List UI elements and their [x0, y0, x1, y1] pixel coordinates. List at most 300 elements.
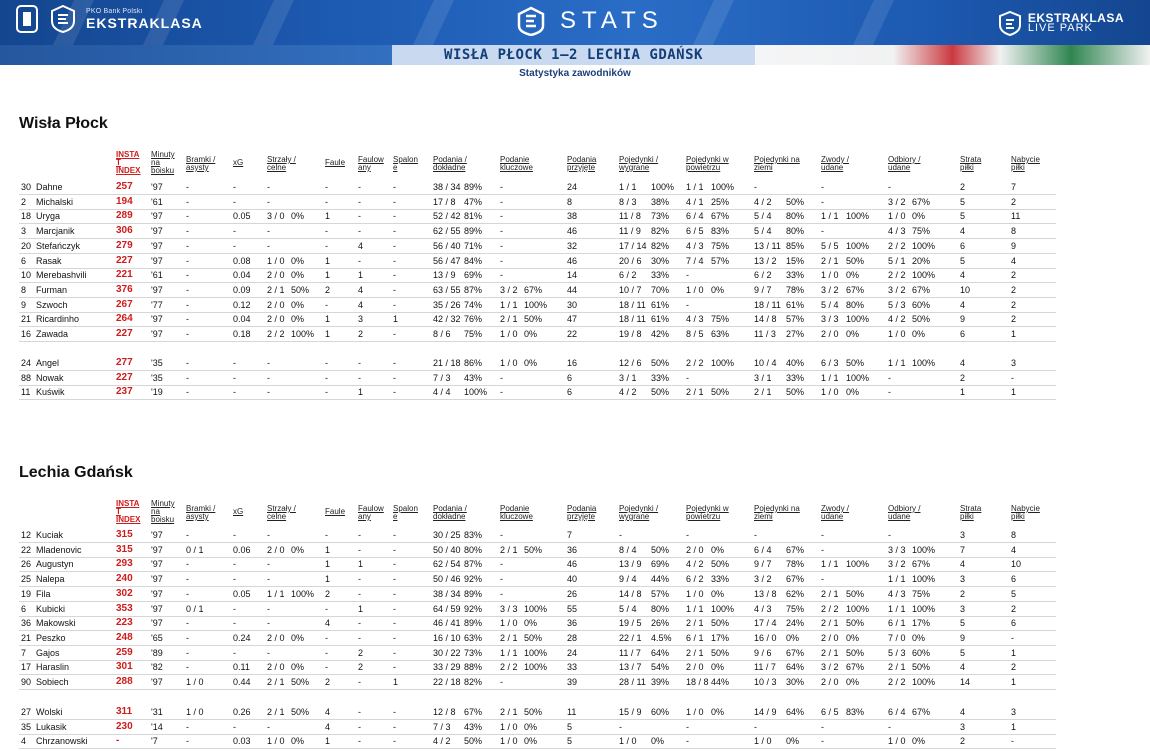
cell-tackles-pct: 100% — [912, 545, 936, 555]
cell-aerial-duels-pct: 100% — [711, 358, 735, 368]
table-row[interactable] — [19, 557, 1056, 572]
table-row[interactable] — [19, 356, 1056, 371]
cell-duels: 20 / 6 — [619, 256, 642, 266]
hdr-dribbles: Zwody / udane — [821, 155, 850, 172]
cell-shots: 1 / 0 — [267, 736, 285, 746]
cell-key-passes: - — [500, 197, 503, 207]
cell-key-passes: 1 / 0 — [500, 736, 518, 746]
cell-tackles: 2 / 2 — [888, 270, 906, 280]
cell-ground-duels: - — [754, 530, 757, 540]
match-title: WISŁA PŁOCK 1–2 LECHIA GDAŃSK — [392, 45, 755, 65]
cell-passes-pct: 43% — [464, 722, 483, 732]
cell-ball-loss: 4 — [960, 707, 966, 717]
league-name: EKSTRAKLASA — [86, 14, 203, 31]
cell-dribbles-pct: 0% — [846, 270, 860, 280]
cell-dribbles: 1 / 0 — [821, 387, 839, 397]
cell-aerial-duels-pct: 50% — [711, 648, 730, 658]
table-row[interactable] — [19, 195, 1056, 210]
cell-ground-duels-pct: 50% — [786, 197, 805, 207]
cell-minutes: '97 — [151, 545, 163, 555]
cell-ground-duels-pct: 0% — [786, 736, 800, 746]
cell-passes-received: 14 — [567, 270, 578, 280]
cell-fouled: - — [358, 358, 361, 368]
cell-dribbles: 2 / 0 — [821, 677, 839, 687]
cell-ball-recovery: 1 — [1011, 329, 1017, 339]
table-row[interactable] — [19, 254, 1056, 269]
cell-offsides: - — [393, 270, 396, 280]
cell-shots: 2 / 0 — [267, 270, 285, 280]
cell-key-passes: - — [500, 373, 503, 383]
cell-fouls: 1 — [325, 270, 331, 280]
cell-passes: 7 / 3 — [433, 373, 451, 383]
cell-ball-recovery: 7 — [1011, 182, 1017, 192]
cell-dribbles-pct: 67% — [846, 285, 865, 295]
cell-fouled: - — [358, 530, 361, 540]
table-row[interactable] — [19, 268, 1056, 283]
cell-key-passes-pct: 100% — [524, 648, 548, 658]
cell-fouls: 4 — [325, 722, 331, 732]
cell-passes-pct: 71% — [464, 241, 483, 251]
table-row[interactable] — [19, 283, 1056, 298]
cell-offsides: - — [393, 662, 396, 672]
cell-insta-index: 311 — [116, 706, 133, 717]
cell-fouled: - — [358, 633, 361, 643]
cell-ball-loss: 2 — [960, 589, 966, 599]
cell-passes-received: 33 — [567, 662, 578, 672]
cell-offsides: - — [393, 589, 396, 599]
table-row[interactable] — [19, 312, 1056, 327]
cell-player-number: 3 — [21, 226, 27, 236]
cell-offsides: - — [393, 707, 396, 717]
hdr-passes: Podania / dokładne — [433, 504, 467, 521]
cell-passes: 50 / 46 — [433, 574, 461, 584]
cell-passes-received: 5 — [567, 736, 573, 746]
cell-ball-recovery: 2 — [1011, 662, 1017, 672]
hdr-passes: Podania / dokładne — [433, 155, 467, 172]
cell-duels: 18 / 11 — [619, 300, 646, 310]
cell-key-passes-pct: 100% — [524, 604, 548, 614]
cell-passes: 4 / 2 — [433, 736, 451, 746]
cell-passes: 12 / 8 — [433, 707, 456, 717]
cell-shots: 2 / 2 — [267, 329, 285, 339]
cell-dribbles: 6 / 5 — [821, 707, 839, 717]
cell-minutes: '97 — [151, 226, 163, 236]
cell-goals-assists: - — [186, 589, 189, 599]
table-row[interactable] — [19, 720, 1056, 735]
table-row[interactable] — [19, 371, 1056, 386]
cell-ball-recovery: 1 — [1011, 648, 1017, 658]
cell-duels: 6 / 2 — [619, 270, 637, 280]
cell-shots: 1 / 0 — [267, 256, 285, 266]
cell-key-passes-pct: 0% — [524, 722, 538, 732]
cell-xg: - — [233, 241, 236, 251]
cell-dribbles: - — [821, 736, 824, 746]
cell-dribbles: - — [821, 530, 824, 540]
table-row[interactable] — [19, 528, 1056, 543]
cell-player-number: 20 — [21, 241, 32, 251]
cell-tackles-pct: 50% — [912, 314, 931, 324]
cell-shots-pct: 100% — [291, 589, 315, 599]
cell-fouls: 4 — [325, 618, 331, 628]
cell-ball-recovery: 6 — [1011, 574, 1017, 584]
cell-player-number: 24 — [21, 358, 32, 368]
cell-goals-assists: - — [186, 633, 189, 643]
cell-dribbles: 1 / 1 — [821, 559, 839, 569]
cell-aerial-duels: 4 / 2 — [686, 559, 704, 569]
table-row[interactable] — [19, 675, 1056, 690]
cell-aerial-duels-pct: 25% — [711, 197, 730, 207]
cell-player-number: 2 — [21, 197, 27, 207]
cell-xg: 0.26 — [233, 707, 251, 717]
cell-duels-pct: 60% — [651, 707, 670, 717]
cell-goals-assists: - — [186, 285, 189, 295]
team-title-home: Wisła Płock — [19, 115, 108, 132]
cell-shots-pct: 0% — [291, 314, 305, 324]
cell-ground-duels: 18 / 11 — [754, 300, 781, 310]
cell-minutes: '19 — [151, 387, 163, 397]
cell-goals-assists: - — [186, 387, 189, 397]
table-row[interactable] — [19, 298, 1056, 313]
cell-duels-pct: 30% — [651, 256, 670, 266]
cell-fouls: - — [325, 648, 328, 658]
cell-aerial-duels: 2 / 1 — [686, 387, 704, 397]
cell-ball-recovery: - — [1011, 736, 1014, 746]
hdr-shots: Strzały / celne — [267, 504, 296, 521]
cell-minutes: '31 — [151, 707, 163, 717]
cell-fouls: 2 — [325, 677, 331, 687]
hdr-minutes: Minuty na boisku — [151, 150, 175, 175]
cell-insta-index: 248 — [116, 632, 133, 643]
cell-shots: 2 / 0 — [267, 545, 285, 555]
cell-dribbles: - — [821, 545, 824, 555]
cell-xg: 0.12 — [233, 300, 251, 310]
cell-player-name: Wolski — [36, 707, 63, 717]
cell-fouled: - — [358, 589, 361, 599]
cell-dribbles-pct: 100% — [846, 604, 870, 614]
cell-ground-duels: 4 / 3 — [754, 604, 772, 614]
cell-dribbles-pct: 50% — [846, 589, 865, 599]
cell-key-passes: 2 / 1 — [500, 707, 518, 717]
cell-player-name: Nalepa — [36, 574, 65, 584]
hdr-goals-assists: Bramki / asysty — [186, 155, 216, 172]
cell-key-passes-pct: 50% — [524, 633, 543, 643]
cell-xg: - — [233, 387, 236, 397]
cell-passes-received: 24 — [567, 182, 578, 192]
cell-duels: - — [619, 722, 622, 732]
cell-shots: - — [267, 197, 270, 207]
cell-aerial-duels: 2 / 0 — [686, 545, 704, 555]
cell-passes-received: 47 — [567, 314, 578, 324]
cell-aerial-duels: 1 / 1 — [686, 182, 704, 192]
cell-aerial-duels: - — [686, 300, 689, 310]
cell-key-passes: - — [500, 211, 503, 221]
cell-tackles: - — [888, 182, 891, 192]
cell-passes-pct: 80% — [464, 545, 483, 555]
cell-tackles: 6 / 1 — [888, 618, 906, 628]
cell-ground-duels-pct: 27% — [786, 329, 805, 339]
table-row[interactable] — [19, 239, 1056, 254]
cell-xg: - — [233, 197, 236, 207]
cell-key-passes-pct: 67% — [524, 285, 543, 295]
cell-player-number: 11 — [21, 387, 31, 397]
cell-passes: 56 / 40 — [433, 241, 461, 251]
cell-insta-index: 221 — [116, 269, 133, 280]
cell-ground-duels: 13 / 11 — [754, 241, 781, 251]
cell-duels-pct: 64% — [651, 648, 670, 658]
cell-duels: 17 / 14 — [619, 241, 647, 251]
cell-passes-pct: 100% — [464, 387, 488, 397]
cell-goals-assists: - — [186, 329, 189, 339]
cell-ground-duels: 14 / 8 — [754, 314, 777, 324]
cell-ball-loss: 5 — [960, 256, 966, 266]
cell-shots: - — [267, 387, 270, 397]
cell-aerial-duels: 4 / 3 — [686, 241, 704, 251]
cell-duels-pct: 50% — [651, 545, 670, 555]
hdr-xg: xG — [233, 507, 244, 516]
table-row[interactable] — [19, 705, 1056, 720]
cell-fouled: - — [358, 736, 361, 746]
cell-ground-duels: 13 / 8 — [754, 589, 777, 599]
cell-duels-pct: 26% — [651, 618, 670, 628]
cell-shots-pct: 50% — [291, 285, 310, 295]
cell-key-passes-pct: 0% — [524, 618, 538, 628]
table-row[interactable] — [19, 209, 1056, 224]
hdr-fouls: Faule — [325, 507, 346, 516]
cell-duels-pct: 50% — [651, 358, 670, 368]
cell-shots: 2 / 1 — [267, 707, 285, 717]
stats-logo[interactable] — [516, 6, 664, 36]
cell-insta-index: 301 — [116, 661, 133, 672]
cell-fouls: 1 — [325, 329, 331, 339]
cell-insta-index: 230 — [116, 721, 133, 732]
hdr-ground-duels: Pojedynki na ziemi — [754, 504, 800, 521]
cell-ball-loss: 5 — [960, 211, 966, 221]
table-row[interactable] — [19, 646, 1056, 661]
cell-minutes: '89 — [151, 648, 163, 658]
cell-player-name: Makowski — [36, 618, 76, 628]
cell-minutes: '61 — [151, 270, 163, 280]
cell-passes: 33 / 29 — [433, 662, 461, 672]
cell-dribbles-pct: 100% — [846, 559, 870, 569]
cell-passes: 8 / 6 — [433, 329, 451, 339]
cell-passes: 42 / 32 — [433, 314, 461, 324]
cell-aerial-duels-pct: 75% — [711, 314, 730, 324]
cell-dribbles: 2 / 2 — [821, 604, 839, 614]
cell-fouled: - — [358, 182, 361, 192]
cell-dribbles-pct: 0% — [846, 677, 860, 687]
cell-passes-pct: 82% — [464, 677, 483, 687]
cell-shots-pct: 0% — [291, 256, 305, 266]
cell-minutes: '97 — [151, 677, 163, 687]
cell-duels: 1 / 1 — [619, 182, 637, 192]
cell-aerial-duels-pct: 83% — [711, 226, 730, 236]
table-row[interactable] — [19, 224, 1056, 239]
cell-insta-index: 194 — [116, 196, 133, 207]
cell-offsides: - — [393, 722, 396, 732]
cell-insta-index: 240 — [116, 573, 133, 584]
cell-passes-pct: 84% — [464, 256, 483, 266]
cell-passes-received: 32 — [567, 241, 578, 251]
table-row[interactable] — [19, 734, 1056, 749]
cell-key-passes: - — [500, 589, 503, 599]
table-row[interactable] — [19, 631, 1056, 646]
hdr-ground-duels: Pojedynki na ziemi — [754, 155, 800, 172]
league-logo-group[interactable] — [14, 4, 203, 34]
cell-dribbles: 3 / 2 — [821, 662, 839, 672]
table-row[interactable] — [19, 327, 1056, 342]
cell-ball-loss: 2 — [960, 736, 966, 746]
cell-duels: 28 / 11 — [619, 677, 646, 687]
stats-title: STATS — [560, 7, 664, 34]
cell-key-passes: 1 / 0 — [500, 618, 518, 628]
cell-duels-pct: 69% — [651, 559, 670, 569]
cell-shots: - — [267, 530, 270, 540]
cell-duels-pct: 80% — [651, 604, 670, 614]
cell-offsides: - — [393, 329, 396, 339]
cell-player-name: Haraslin — [36, 662, 70, 672]
cell-ground-duels: 5 / 4 — [754, 226, 772, 236]
cell-aerial-duels-pct: 0% — [711, 662, 725, 672]
cell-ground-duels: 11 / 7 — [754, 662, 776, 672]
cell-fouled: 3 — [358, 314, 364, 324]
cell-tackles-pct: 100% — [912, 358, 936, 368]
cell-tackles: 1 / 1 — [888, 574, 906, 584]
cell-ball-loss: 9 — [960, 314, 966, 324]
cell-goals-assists: - — [186, 197, 189, 207]
cell-key-passes: 2 / 2 — [500, 662, 518, 672]
cell-offsides: - — [393, 358, 396, 368]
cell-tackles-pct: 20% — [912, 256, 931, 266]
cell-key-passes: 3 / 3 — [500, 604, 518, 614]
pko-bank-icon — [14, 4, 40, 34]
hdr-tackles: Odbiory / udane — [888, 155, 921, 172]
cell-passes-received: 5 — [567, 722, 573, 732]
cell-aerial-duels: 1 / 0 — [686, 707, 704, 717]
cell-shots: 2 / 0 — [267, 662, 285, 672]
ekstraklasa-shield-icon — [50, 4, 76, 34]
cell-ball-recovery: 2 — [1011, 314, 1017, 324]
cell-xg: - — [233, 604, 236, 614]
cell-tackles: 3 / 3 — [888, 545, 906, 555]
cell-ball-recovery: 11 — [1011, 211, 1021, 221]
cell-ball-loss: 14 — [960, 677, 971, 687]
cell-xg: - — [233, 182, 236, 192]
table-row[interactable] — [19, 572, 1056, 587]
cell-player-number: 21 — [21, 633, 32, 643]
cell-ball-recovery: 4 — [1011, 545, 1017, 555]
cell-offsides: - — [393, 545, 396, 555]
cell-tackles-pct: 67% — [912, 559, 931, 569]
cell-shots: 1 / 1 — [267, 589, 285, 599]
table-row[interactable] — [19, 602, 1056, 617]
cell-shots-pct: 0% — [291, 736, 305, 746]
cell-aerial-duels: 1 / 1 — [686, 604, 704, 614]
table-row[interactable] — [19, 543, 1056, 558]
table-row[interactable] — [19, 587, 1056, 602]
cell-xg: 0.09 — [233, 285, 251, 295]
cell-ground-duels-pct: 67% — [786, 545, 805, 555]
cell-shots: - — [267, 559, 270, 569]
cell-offsides: - — [393, 285, 396, 295]
cell-passes-received: 7 — [567, 530, 573, 540]
cell-aerial-duels-pct: 67% — [711, 211, 730, 221]
cell-shots-pct: 0% — [291, 211, 305, 221]
cell-duels: 12 / 6 — [619, 358, 642, 368]
cell-dribbles-pct: 100% — [846, 373, 870, 383]
cell-tackles: 5 / 3 — [888, 300, 906, 310]
cell-passes-pct: 75% — [464, 329, 483, 339]
cell-passes-pct: 89% — [464, 182, 483, 192]
cell-player-number: 6 — [21, 256, 27, 266]
cell-xg: 0.44 — [233, 677, 251, 687]
cell-passes: 22 / 18 — [433, 677, 461, 687]
cell-player-name: Dahne — [36, 182, 63, 192]
cell-tackles: 3 / 2 — [888, 197, 906, 207]
table-row[interactable] — [19, 616, 1056, 631]
cell-aerial-duels-pct: 50% — [711, 559, 730, 569]
cell-player-name: Fila — [36, 589, 51, 599]
cell-player-number: 6 — [21, 604, 27, 614]
hdr-passes-received: Podania przyjęte — [567, 504, 597, 521]
cell-tackles: 1 / 1 — [888, 604, 906, 614]
cell-shots-pct: 0% — [291, 633, 305, 643]
cell-player-name: Angel — [36, 358, 60, 368]
cell-offsides: - — [393, 211, 396, 221]
cell-ground-duels: 16 / 0 — [754, 633, 777, 643]
cell-passes-received: 28 — [567, 633, 578, 643]
cell-ground-duels-pct: 24% — [786, 618, 805, 628]
cell-passes-pct: 89% — [464, 589, 483, 599]
cell-minutes: '97 — [151, 604, 163, 614]
cell-passes-received: 11 — [567, 707, 577, 717]
cell-tackles-pct: 100% — [912, 604, 936, 614]
table-row[interactable] — [19, 385, 1056, 400]
cell-passes: 63 / 55 — [433, 285, 461, 295]
hdr-ball-loss: Strata piłki — [960, 155, 982, 172]
cell-shots: - — [267, 722, 270, 732]
cell-insta-index: 264 — [116, 313, 133, 324]
cell-tackles: 1 / 0 — [888, 329, 906, 339]
live-park-logo[interactable] — [998, 10, 1124, 36]
cell-key-passes: 2 / 1 — [500, 633, 518, 643]
cell-passes-received: 46 — [567, 226, 578, 236]
cell-passes-received: 38 — [567, 211, 578, 221]
cell-insta-index: 237 — [116, 386, 133, 397]
cell-duels: 11 / 8 — [619, 211, 641, 221]
cell-fouls: 4 — [325, 707, 331, 717]
cell-ground-duels: 10 / 4 — [754, 358, 777, 368]
cell-player-number: 88 — [21, 373, 32, 383]
cell-passes-pct: 87% — [464, 285, 483, 295]
cell-fouled: - — [358, 373, 361, 383]
cell-duels: 11 / 9 — [619, 226, 641, 236]
table-row[interactable] — [19, 180, 1056, 195]
cell-passes: 62 / 54 — [433, 559, 461, 569]
cell-key-passes-pct: 100% — [524, 662, 548, 672]
cell-goals-assists: - — [186, 300, 189, 310]
cell-key-passes: - — [500, 241, 503, 251]
cell-player-name: Szwoch — [36, 300, 68, 310]
cell-ball-recovery: 8 — [1011, 530, 1017, 540]
table-row[interactable] — [19, 660, 1056, 675]
cell-shots-pct: 100% — [291, 329, 315, 339]
cell-fouls: - — [325, 241, 328, 251]
cell-offsides: - — [393, 197, 396, 207]
cell-dribbles-pct: 50% — [846, 256, 865, 266]
cell-offsides: - — [393, 300, 396, 310]
cell-fouls: - — [325, 300, 328, 310]
cell-key-passes-pct: 0% — [524, 736, 538, 746]
